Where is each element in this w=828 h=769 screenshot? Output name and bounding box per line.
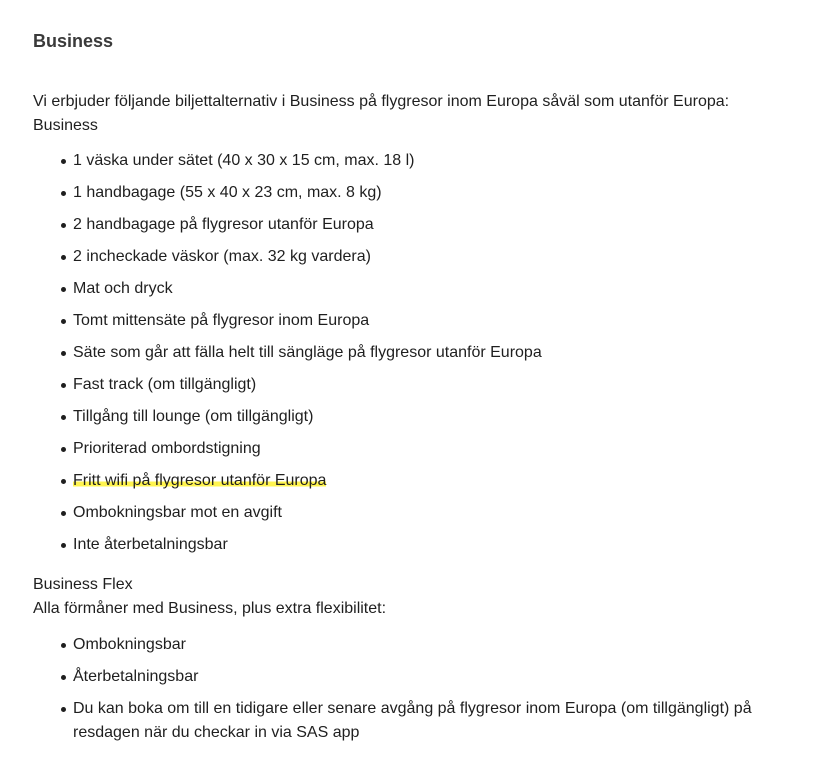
list-item-text: Tomt mittensäte på flygresor inom Europa [73,312,370,329]
list-item-text: Mat och dryck [73,280,173,297]
section-title: Business [33,31,114,51]
list-item-text: Säte som går att fälla helt till sängläge på flygresor utanför Europa [73,344,542,361]
list-item [33,401,813,433]
flex-title: Business Flex [33,576,133,593]
list-item [33,693,813,745]
list-item [33,305,813,337]
list-item-text: 1 handbagage (55 x 40 x 23 cm, max. 8 kg) [73,184,382,201]
list-item [33,433,813,465]
intro-text: Vi erbjuder följande biljettalternativ i Business på flygresor inom Europa såväl som utanför Europa: [33,93,730,110]
list-item [33,661,813,693]
list-item-text: 1 väska under sätet (40 x 30 x 15 cm, max. 18 l) [73,152,415,169]
list-item [33,273,813,305]
intro-block [33,90,803,138]
flex-intro: Alla förmåner med Business, plus extra flexibilitet: [33,600,387,617]
list-item [33,145,813,177]
list-item-text: Du kan boka om till en tidigare eller senare avgång på flygresor inom Europa (om tillgängligt) på resdagen när du checkar in via SAS app [73,700,752,741]
highlighted-text: Fritt wifi på flygresor utanför Europa [73,472,327,489]
list-item-text: 2 handbagage på flygresor utanför Europa [73,216,374,233]
list-item [33,241,813,273]
list-item [33,529,813,561]
list-item [33,337,813,369]
business-benefits-list [33,145,813,561]
flex-block [33,573,803,621]
list-item-text: Inte återbetalningsbar [73,536,228,553]
list-item [33,497,813,529]
list-item [33,209,813,241]
list-item [33,629,813,661]
flex-benefits-list [33,629,813,745]
list-item-text: Ombokningsbar mot en avgift [73,504,282,521]
list-item-highlighted [33,465,813,497]
list-item-text: Tillgång till lounge (om tillgängligt) [73,408,314,425]
list-item-text: Fast track (om tillgängligt) [73,376,257,393]
business-label: Business [33,117,98,134]
list-item-text: Återbetalningsbar [73,668,199,685]
list-item-text: Prioriterad ombordstigning [73,440,261,457]
list-item-text: Ombokningsbar [73,636,186,653]
list-item-text: 2 incheckade väskor (max. 32 kg vardera) [73,248,371,265]
list-item [33,177,813,209]
list-item [33,369,813,401]
